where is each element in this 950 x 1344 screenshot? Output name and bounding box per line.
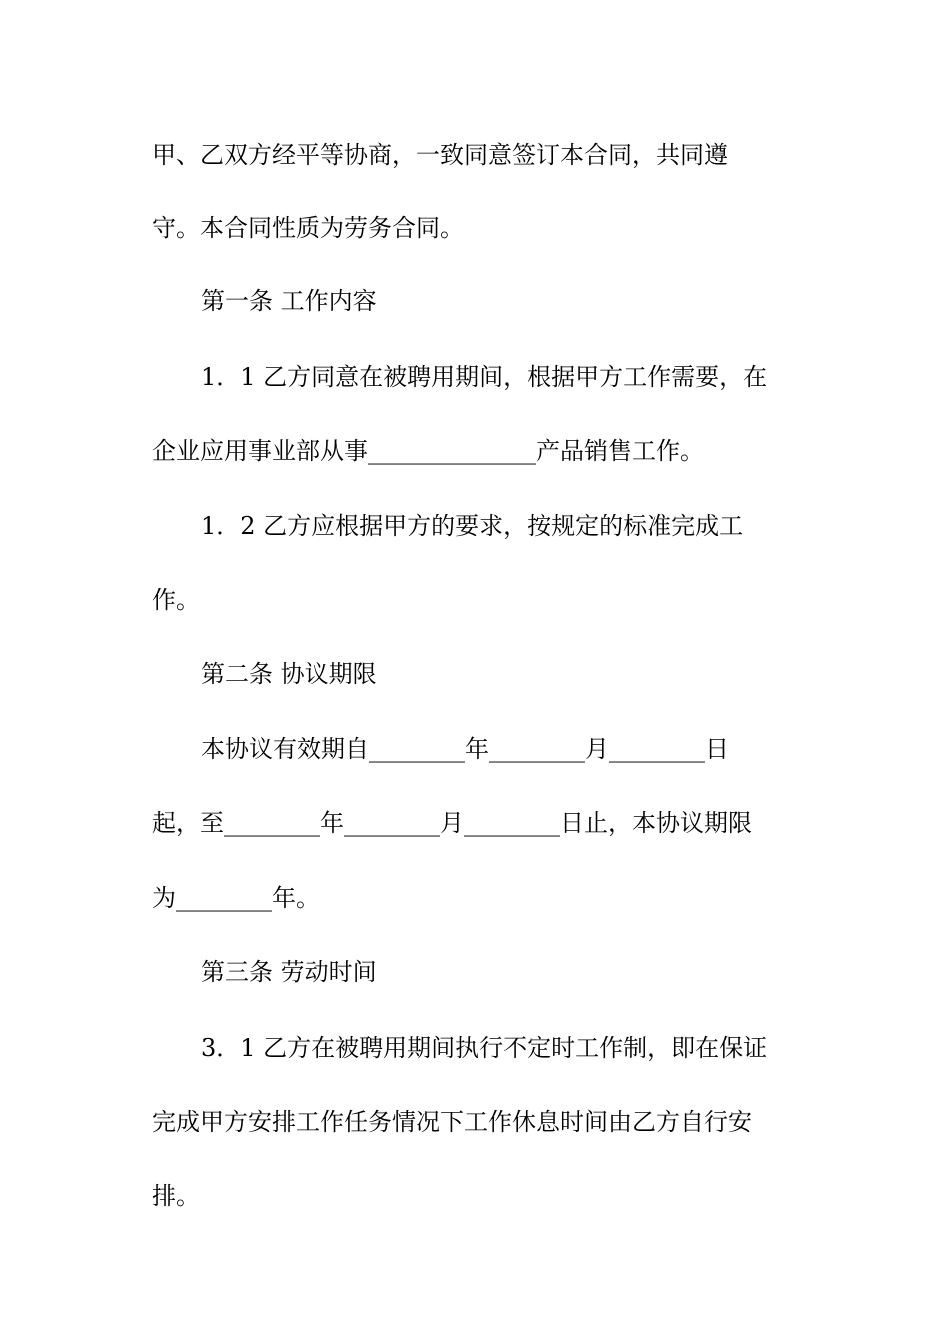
paragraph-line: 1．1 乙方同意在被聘用期间，根据甲方工作需要，在	[201, 363, 768, 391]
paragraph-line: 守。本合同性质为劳务合同。	[152, 214, 464, 242]
paragraph-line: 本协议有效期自________年________月________日	[201, 735, 729, 763]
section-heading: 第一条 工作内容	[201, 287, 377, 315]
paragraph-line: 起，至________年________月________日止，本协议期限	[152, 809, 752, 837]
paragraph-line: 3．1 乙方在被聘用期间执行不定时工作制，即在保证	[201, 1034, 768, 1062]
section-heading: 第三条 劳动时间	[201, 958, 377, 986]
paragraph-line: 企业应用事业部从事______________产品销售工作。	[152, 437, 704, 465]
paragraph-line: 作。	[152, 586, 200, 614]
paragraph-line: 排。	[152, 1182, 200, 1210]
section-heading: 第二条 协议期限	[201, 660, 377, 688]
paragraph-line: 甲、乙双方经平等协商，一致同意签订本合同，共同遵	[152, 141, 728, 169]
paragraph-line: 完成甲方安排工作任务情况下工作休息时间由乙方自行安	[152, 1108, 752, 1136]
paragraph-line: 1．2 乙方应根据甲方的要求，按规定的标准完成工	[201, 512, 744, 540]
paragraph-line: 为________年。	[152, 884, 320, 912]
